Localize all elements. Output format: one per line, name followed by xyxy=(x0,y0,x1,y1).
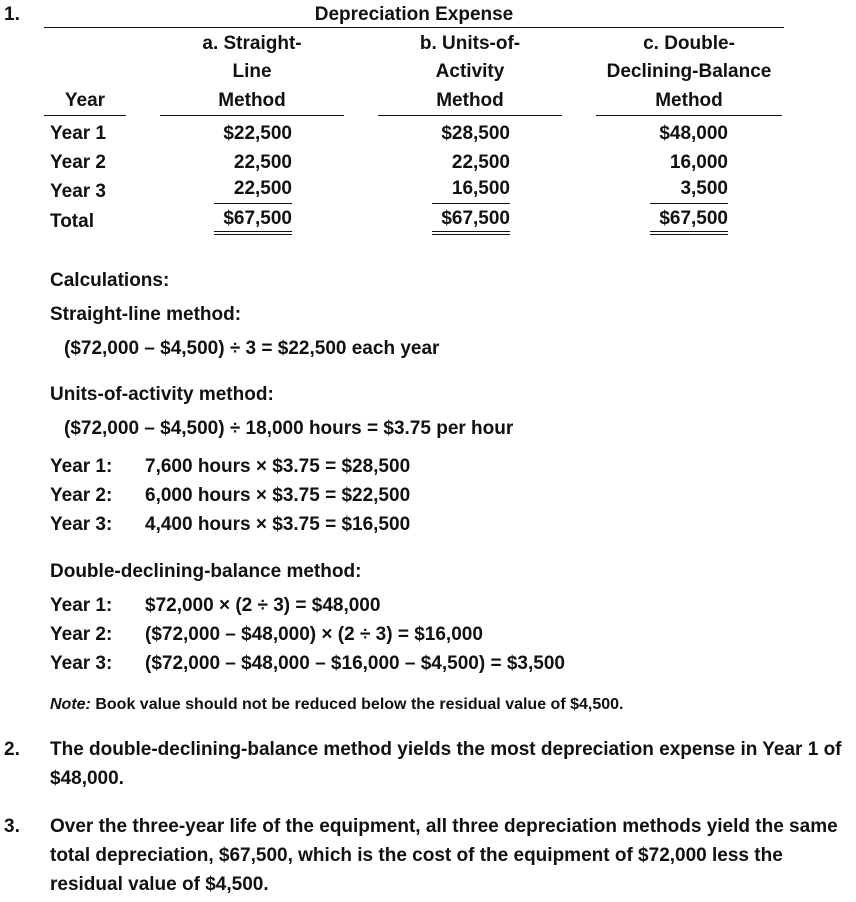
total-double-rule-b xyxy=(432,231,510,235)
calculations-heading: Calculations: xyxy=(50,270,170,291)
ua-year-1-label: Year 1: xyxy=(50,456,113,477)
item-2-number: 2. xyxy=(4,739,20,760)
title-rule xyxy=(44,27,784,28)
units-of-activity-formula: ($72,000 – $4,500) ÷ 18,000 hours = $3.75 per hour xyxy=(64,418,514,439)
row-year-2-b: 22,500 xyxy=(451,152,510,173)
row-year-3-a: 22,500 xyxy=(233,178,292,199)
ddb-year-3-text: ($72,000 – $48,000 – $16,000 – $4,500) = $3,500 xyxy=(145,653,565,674)
note-label: Note: xyxy=(50,696,91,713)
subtotal-rule-a xyxy=(214,203,292,204)
col-c-header-rule xyxy=(596,115,782,116)
row-year-2-c: 16,000 xyxy=(669,152,728,173)
col-b-header-2: Activity xyxy=(435,61,505,82)
year-header-rule xyxy=(44,115,126,116)
ddb-year-2-text: ($72,000 – $48,000) × (2 ÷ 3) = $16,000 xyxy=(145,624,483,645)
col-c-header-2: Declining-Balance xyxy=(606,61,772,82)
col-c-header-1: c. Double- xyxy=(643,33,735,54)
subtotal-rule-c xyxy=(650,203,728,204)
ddb-heading: Double-declining-balance method: xyxy=(50,561,362,582)
item-3-number: 3. xyxy=(4,816,20,837)
straight-line-heading: Straight-line method: xyxy=(50,304,242,325)
ddb-year-1-text: $72,000 × (2 ÷ 3) = $48,000 xyxy=(145,595,381,616)
ddb-year-2-label: Year 2: xyxy=(50,624,113,645)
row-year-2-label: Year 2 xyxy=(50,152,106,173)
ddb-year-1-label: Year 1: xyxy=(50,595,113,616)
row-total-b: $67,500 xyxy=(441,208,510,229)
row-year-2-a: 22,500 xyxy=(233,152,292,173)
row-year-3-label: Year 3 xyxy=(50,181,106,202)
total-double-rule-a xyxy=(214,231,292,235)
ddb-year-3-label: Year 3: xyxy=(50,653,113,674)
col-c-header-3: Method xyxy=(655,90,723,111)
col-a-header-1: a. Straight- xyxy=(202,33,302,54)
row-year-1-c: $48,000 xyxy=(659,123,728,144)
item-2-text: The double-declining-balance method yields the most depreciation expense in Year 1 of $48,000. xyxy=(50,739,842,789)
ua-year-3-text: 4,400 hours × $3.75 = $16,500 xyxy=(145,514,411,535)
note-text: Book value should not be reduced below the residual value of $4,500. xyxy=(95,696,624,713)
row-year-1-b: $28,500 xyxy=(441,123,510,144)
row-year-1-a: $22,500 xyxy=(223,123,292,144)
row-year-3-b: 16,500 xyxy=(451,178,510,199)
row-total-c: $67,500 xyxy=(659,208,728,229)
ua-year-1-text: 7,600 hours × $3.75 = $28,500 xyxy=(145,456,411,477)
note xyxy=(50,694,623,716)
straight-line-formula: ($72,000 – $4,500) ÷ 3 = $22,500 each year xyxy=(64,338,440,359)
subtotal-rule-b xyxy=(432,203,510,204)
col-a-header-rule xyxy=(160,115,344,116)
ua-year-2-label: Year 2: xyxy=(50,485,113,506)
col-a-header-2: Line xyxy=(232,61,272,82)
row-year-3-c: 3,500 xyxy=(680,178,728,199)
col-b-header-rule xyxy=(378,115,562,116)
total-double-rule-c xyxy=(650,231,728,235)
item-3-text: Over the three-year life of the equipment, all three depreciation methods yield the same total depreciation, $67,500, which is the cost of the equipment of $72,000 less the residual value of $4,500. xyxy=(50,816,838,895)
item-1-number: 1. xyxy=(4,4,20,25)
col-b-header-3: Method xyxy=(436,90,504,111)
row-total-a: $67,500 xyxy=(223,208,292,229)
units-of-activity-heading: Units-of-activity method: xyxy=(50,384,274,405)
col-a-header-3: Method xyxy=(218,90,286,111)
row-total-label: Total xyxy=(50,211,94,232)
table-title: Depreciation Expense xyxy=(314,4,514,25)
col-b-header-1: b. Units-of- xyxy=(419,33,521,54)
col-year-header: Year xyxy=(64,90,106,111)
row-year-1-label: Year 1 xyxy=(50,123,106,144)
ua-year-3-label: Year 3: xyxy=(50,514,113,535)
ua-year-2-text: 6,000 hours × $3.75 = $22,500 xyxy=(145,485,411,506)
